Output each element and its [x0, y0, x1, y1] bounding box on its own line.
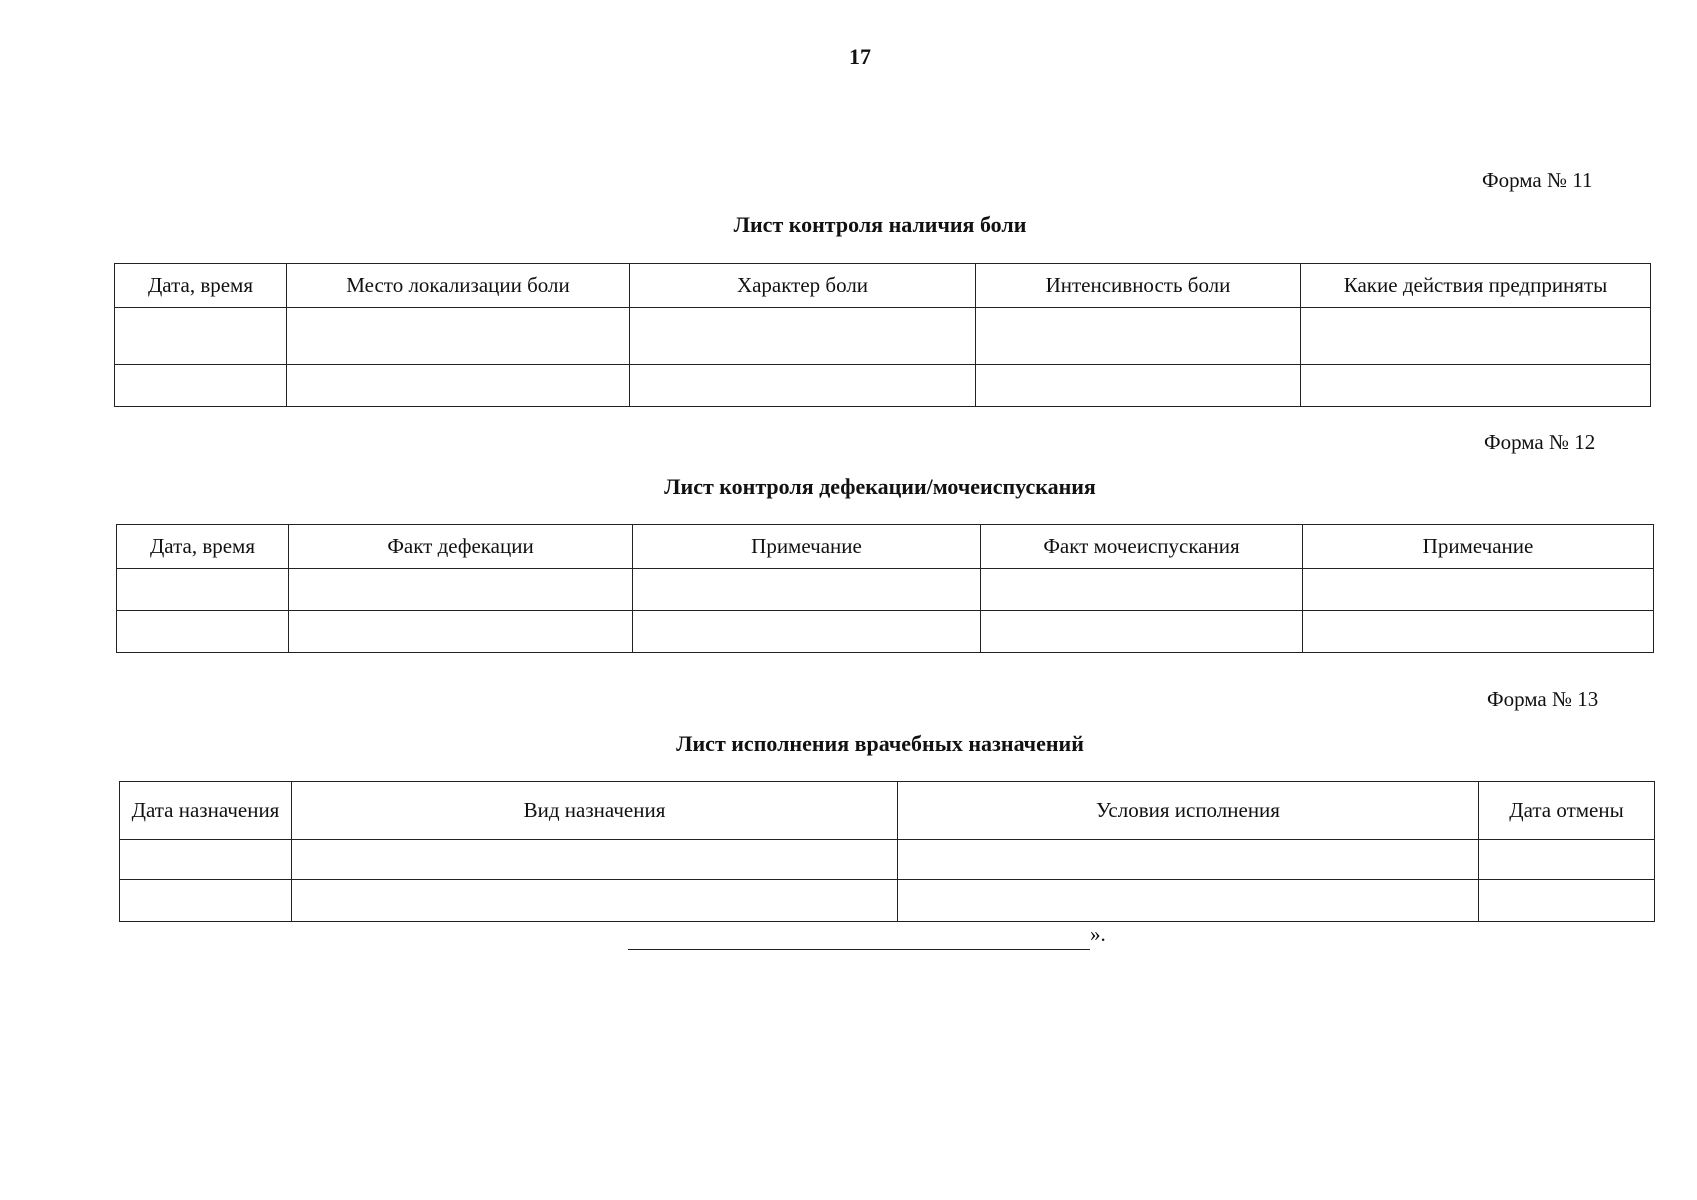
- table-cell[interactable]: [120, 840, 292, 880]
- table-cell[interactable]: [1301, 365, 1651, 407]
- column-header: Дата назначения: [120, 782, 292, 840]
- column-header: Характер боли: [630, 264, 976, 308]
- column-header: Интенсивность боли: [976, 264, 1301, 308]
- table-cell[interactable]: [1303, 569, 1654, 611]
- column-header: Дата, время: [115, 264, 287, 308]
- table-cell[interactable]: [292, 880, 898, 922]
- closing-quote-mark: ».: [1090, 922, 1106, 946]
- table-cell[interactable]: [1479, 880, 1655, 922]
- form-13-label: Форма № 13: [1487, 687, 1599, 711]
- table-cell[interactable]: [1301, 308, 1651, 365]
- table-cell[interactable]: [976, 308, 1301, 365]
- table-cell[interactable]: [115, 365, 287, 407]
- form-11-title: Лист контроля наличия боли: [733, 212, 1027, 237]
- page-number: 17: [849, 44, 871, 69]
- signature-line: [628, 948, 1090, 950]
- table-cell[interactable]: [289, 611, 633, 653]
- pain-control-table: [114, 263, 1651, 407]
- column-header: Вид назначения: [292, 782, 898, 840]
- table-cell[interactable]: [976, 365, 1301, 407]
- column-header: Место локализации боли: [287, 264, 630, 308]
- form-12-title: Лист контроля дефекации/мочеиспускания: [664, 474, 1096, 499]
- table-cell[interactable]: [630, 308, 976, 365]
- table-cell[interactable]: [1303, 611, 1654, 653]
- table-cell[interactable]: [115, 308, 287, 365]
- column-header: Дата отмены: [1479, 782, 1655, 840]
- table-row: [115, 365, 1651, 407]
- table-cell[interactable]: [292, 840, 898, 880]
- table-header-row: [120, 782, 1655, 840]
- table-cell[interactable]: [633, 569, 981, 611]
- column-header: Примечание: [633, 525, 981, 569]
- table-header-row: [117, 525, 1654, 569]
- form-12-label: Форма № 12: [1484, 430, 1596, 454]
- doctor-orders-table: [119, 781, 1655, 922]
- column-header: Примечание: [1303, 525, 1654, 569]
- form-11-label: Форма № 11: [1482, 168, 1593, 192]
- table-cell[interactable]: [289, 569, 633, 611]
- table-cell[interactable]: [287, 365, 630, 407]
- table-row: [115, 308, 1651, 365]
- table-row: [120, 840, 1655, 880]
- table-cell[interactable]: [633, 611, 981, 653]
- column-header: Факт мочеиспускания: [981, 525, 1303, 569]
- column-header: Факт дефекации: [289, 525, 633, 569]
- column-header: Какие действия предприняты: [1301, 264, 1651, 308]
- table-cell[interactable]: [120, 880, 292, 922]
- table-row: [117, 611, 1654, 653]
- table-header-row: [115, 264, 1651, 308]
- form-13-title: Лист исполнения врачебных назначений: [676, 731, 1084, 756]
- table-cell[interactable]: [898, 880, 1479, 922]
- table-cell[interactable]: [630, 365, 976, 407]
- table-row: [120, 880, 1655, 922]
- table-cell[interactable]: [898, 840, 1479, 880]
- table-cell[interactable]: [287, 308, 630, 365]
- table-row: [117, 569, 1654, 611]
- defecation-urination-table: [116, 524, 1654, 653]
- table-cell[interactable]: [981, 611, 1303, 653]
- table-cell[interactable]: [1479, 840, 1655, 880]
- column-header: Условия исполнения: [898, 782, 1479, 840]
- table-cell[interactable]: [117, 611, 289, 653]
- table-cell[interactable]: [981, 569, 1303, 611]
- column-header: Дата, время: [117, 525, 289, 569]
- table-cell[interactable]: [117, 569, 289, 611]
